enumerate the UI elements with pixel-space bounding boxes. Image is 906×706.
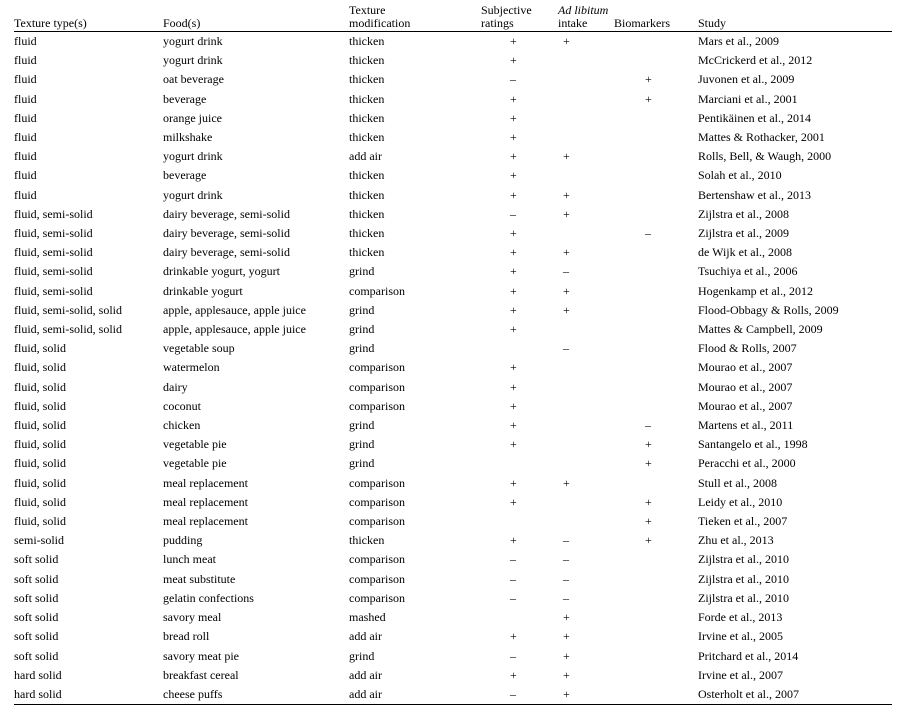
- texture-modification-cell: thicken: [349, 187, 385, 202]
- ad-libitum-intake-cell: +: [563, 629, 570, 644]
- table-row: [14, 186, 892, 205]
- subjective-ratings-cell: [481, 454, 558, 473]
- study-cell: Mourao et al., 2007: [698, 398, 793, 413]
- subjective-ratings-cell: +: [510, 379, 517, 394]
- table-row: [14, 51, 892, 70]
- texture-modification-cell: add air: [349, 149, 382, 164]
- table-row: [14, 128, 892, 147]
- foods-cell: meal replacement: [163, 514, 248, 529]
- biomarkers-cell: [614, 205, 698, 224]
- ad-libitum-intake-cell: [558, 166, 614, 185]
- subjective-ratings-cell: +: [510, 437, 517, 452]
- texture-type-cell: fluid: [14, 110, 37, 125]
- foods-cell: meal replacement: [163, 475, 248, 490]
- texture-modification-cell: thicken: [349, 130, 385, 145]
- ad-libitum-intake-cell: [558, 435, 614, 454]
- texture-modification-cell: thicken: [349, 91, 385, 106]
- subjective-ratings-cell: +: [510, 168, 517, 183]
- subjective-ratings-cell: –: [510, 571, 516, 586]
- header-ad-libitum-intake-line1: Ad libitum: [558, 3, 609, 17]
- biomarkers-cell: [614, 128, 698, 147]
- texture-modification-cell: add air: [349, 667, 382, 682]
- table-row: [14, 147, 892, 166]
- table-row: [14, 589, 892, 608]
- biomarkers-cell: [614, 262, 698, 281]
- foods-cell: milkshake: [163, 130, 213, 145]
- foods-cell: meat substitute: [163, 571, 236, 586]
- texture-type-cell: soft solid: [14, 648, 59, 663]
- table-row: [14, 627, 892, 646]
- foods-cell: coconut: [163, 398, 201, 413]
- study-cell: Irvine et al., 2005: [698, 629, 783, 644]
- texture-type-cell: fluid, solid: [14, 456, 67, 471]
- foods-cell: apple, applesauce, apple juice: [163, 302, 306, 317]
- subjective-ratings-cell: +: [510, 667, 517, 682]
- header-texture-type: Texture type(s): [14, 0, 163, 32]
- ad-libitum-intake-cell: +: [563, 283, 570, 298]
- texture-type-cell: fluid, semi-solid: [14, 264, 93, 279]
- texture-studies-table: [14, 0, 892, 705]
- study-cell: Juvonen et al., 2009: [698, 72, 795, 87]
- table-row: [14, 397, 892, 416]
- biomarkers-cell: [614, 685, 698, 705]
- study-cell: Irvine et al., 2007: [698, 667, 783, 682]
- table-row: [14, 339, 892, 358]
- texture-modification-cell: comparison: [349, 552, 405, 567]
- biomarkers-cell: [614, 51, 698, 70]
- ad-libitum-intake-cell: –: [563, 590, 569, 605]
- subjective-ratings-cell: –: [510, 648, 516, 663]
- table-row: [14, 666, 892, 685]
- study-cell: Mourao et al., 2007: [698, 360, 793, 375]
- texture-type-cell: fluid: [14, 91, 37, 106]
- study-cell: Zijlstra et al., 2010: [698, 590, 789, 605]
- study-cell: Marciani et al., 2001: [698, 91, 798, 106]
- texture-modification-cell: thicken: [349, 226, 385, 241]
- texture-modification-cell: thicken: [349, 53, 385, 68]
- table-row: [14, 224, 892, 243]
- ad-libitum-intake-cell: [558, 70, 614, 89]
- foods-cell: savory meat pie: [163, 648, 239, 663]
- foods-cell: beverage: [163, 91, 207, 106]
- biomarkers-cell: [614, 186, 698, 205]
- biomarkers-cell: [614, 301, 698, 320]
- foods-cell: vegetable pie: [163, 456, 227, 471]
- foods-cell: dairy beverage, semi-solid: [163, 206, 290, 221]
- subjective-ratings-cell: +: [510, 187, 517, 202]
- texture-modification-cell: grind: [349, 418, 375, 433]
- table-row: [14, 320, 892, 339]
- texture-type-cell: soft solid: [14, 629, 59, 644]
- texture-type-cell: fluid, solid: [14, 494, 67, 509]
- ad-libitum-intake-cell: [558, 512, 614, 531]
- texture-modification-cell: thicken: [349, 168, 385, 183]
- foods-cell: apple, applesauce, apple juice: [163, 322, 306, 337]
- subjective-ratings-cell: +: [510, 322, 517, 337]
- biomarkers-cell: [614, 109, 698, 128]
- study-cell: Solah et al., 2010: [698, 168, 782, 183]
- texture-modification-cell: thicken: [349, 206, 385, 221]
- foods-cell: savory meal: [163, 610, 222, 625]
- ad-libitum-intake-cell: [558, 378, 614, 397]
- subjective-ratings-cell: [481, 339, 558, 358]
- foods-cell: chicken: [163, 418, 201, 433]
- table-row: [14, 358, 892, 377]
- subjective-ratings-cell: +: [510, 475, 517, 490]
- subjective-ratings-cell: –: [510, 590, 516, 605]
- subjective-ratings-cell: +: [510, 110, 517, 125]
- subjective-ratings-cell: [481, 512, 558, 531]
- texture-type-cell: fluid: [14, 149, 37, 164]
- table-row: [14, 205, 892, 224]
- study-cell: Tieken et al., 2007: [698, 514, 788, 529]
- texture-modification-cell: add air: [349, 629, 382, 644]
- ad-libitum-intake-cell: +: [563, 610, 570, 625]
- foods-cell: beverage: [163, 168, 207, 183]
- texture-type-cell: hard solid: [14, 667, 62, 682]
- ad-libitum-intake-cell: +: [563, 302, 570, 317]
- table-row: [14, 474, 892, 493]
- study-cell: Tsuchiya et al., 2006: [698, 264, 798, 279]
- table-row: [14, 282, 892, 301]
- texture-modification-cell: grind: [349, 648, 375, 663]
- texture-type-cell: fluid, solid: [14, 514, 67, 529]
- texture-type-cell: fluid: [14, 72, 37, 87]
- subjective-ratings-cell: +: [510, 302, 517, 317]
- foods-cell: oat beverage: [163, 72, 224, 87]
- study-cell: Zhu et al., 2013: [698, 533, 774, 548]
- biomarkers-cell: [614, 358, 698, 377]
- biomarkers-cell: [614, 608, 698, 627]
- texture-modification-cell: grind: [349, 302, 375, 317]
- biomarkers-cell: [614, 243, 698, 262]
- ad-libitum-intake-cell: +: [563, 667, 570, 682]
- biomarkers-cell: [614, 589, 698, 608]
- biomarkers-cell: +: [645, 72, 652, 87]
- texture-type-cell: fluid, solid: [14, 360, 67, 375]
- table-body: [14, 32, 892, 705]
- table-row: [14, 90, 892, 109]
- subjective-ratings-cell: +: [510, 494, 517, 509]
- texture-type-cell: fluid, solid: [14, 379, 67, 394]
- subjective-ratings-cell: +: [510, 130, 517, 145]
- biomarkers-cell: [614, 627, 698, 646]
- texture-type-cell: soft solid: [14, 571, 59, 586]
- table-row: [14, 608, 892, 627]
- foods-cell: vegetable soup: [163, 341, 235, 356]
- ad-libitum-intake-cell: [558, 454, 614, 473]
- ad-libitum-intake-cell: +: [563, 187, 570, 202]
- table-row: [14, 301, 892, 320]
- texture-modification-cell: thicken: [349, 110, 385, 125]
- study-cell: Osterholt et al., 2007: [698, 685, 892, 705]
- study-cell: Flood-Obbagy & Rolls, 2009: [698, 302, 839, 317]
- ad-libitum-intake-cell: –: [563, 571, 569, 586]
- subjective-ratings-cell: +: [510, 283, 517, 298]
- study-cell: Pritchard et al., 2014: [698, 648, 799, 663]
- texture-modification-cell: comparison: [349, 398, 405, 413]
- subjective-ratings-cell: +: [510, 245, 517, 260]
- texture-type-cell: hard solid: [14, 685, 163, 705]
- texture-type-cell: soft solid: [14, 610, 59, 625]
- ad-libitum-intake-cell: +: [563, 149, 570, 164]
- texture-modification-cell: thicken: [349, 34, 385, 48]
- texture-type-cell: fluid: [14, 168, 37, 183]
- biomarkers-cell: [614, 474, 698, 493]
- texture-type-cell: fluid, semi-solid: [14, 206, 93, 221]
- study-cell: Forde et al., 2013: [698, 610, 783, 625]
- ad-libitum-intake-cell: [558, 397, 614, 416]
- ad-libitum-intake-cell: –: [563, 533, 569, 548]
- subjective-ratings-cell: +: [510, 629, 517, 644]
- header-texture-modification-line2: modification: [349, 16, 411, 30]
- study-cell: Zijlstra et al., 2010: [698, 571, 789, 586]
- study-cell: Flood & Rolls, 2007: [698, 341, 797, 356]
- table-row: [14, 416, 892, 435]
- header-subjective-ratings-line2: ratings: [481, 16, 514, 30]
- texture-modification-cell: grind: [349, 322, 375, 337]
- study-cell: Mars et al., 2009: [698, 34, 779, 48]
- ad-libitum-intake-cell: +: [563, 206, 570, 221]
- texture-modification-cell: thicken: [349, 533, 385, 548]
- study-cell: de Wijk et al., 2008: [698, 245, 792, 260]
- table-row: [14, 32, 892, 52]
- ad-libitum-intake-cell: [558, 320, 614, 339]
- texture-modification-cell: comparison: [349, 360, 405, 375]
- study-cell: Leidy et al., 2010: [698, 494, 783, 509]
- table-row: [14, 243, 892, 262]
- table-row: [14, 435, 892, 454]
- subjective-ratings-cell: +: [510, 34, 517, 48]
- study-cell: Hogenkamp et al., 2012: [698, 283, 813, 298]
- table-row: [14, 109, 892, 128]
- study-cell: Martens et al., 2011: [698, 418, 794, 433]
- ad-libitum-intake-cell: [558, 51, 614, 70]
- biomarkers-cell: [614, 570, 698, 589]
- foods-cell: dairy beverage, semi-solid: [163, 245, 290, 260]
- texture-modification-cell: comparison: [349, 379, 405, 394]
- foods-cell: yogurt drink: [163, 53, 223, 68]
- texture-modification-cell: grind: [349, 264, 375, 279]
- foods-cell: vegetable pie: [163, 437, 227, 452]
- biomarkers-cell: [614, 550, 698, 569]
- subjective-ratings-cell: +: [510, 398, 517, 413]
- foods-cell: yogurt drink: [163, 149, 223, 164]
- texture-type-cell: fluid: [14, 53, 37, 68]
- table-row: [14, 531, 892, 550]
- biomarkers-cell: +: [645, 514, 652, 529]
- texture-type-cell: fluid: [14, 187, 37, 202]
- header-study: Study: [698, 0, 892, 32]
- subjective-ratings-cell: +: [510, 360, 517, 375]
- table-row: [14, 70, 892, 89]
- subjective-ratings-cell: –: [510, 206, 516, 221]
- biomarkers-cell: +: [645, 494, 652, 509]
- biomarkers-cell: [614, 147, 698, 166]
- ad-libitum-intake-cell: [558, 416, 614, 435]
- texture-studies-table-container: [14, 0, 892, 705]
- ad-libitum-intake-cell: [558, 358, 614, 377]
- texture-type-cell: fluid, semi-solid: [14, 245, 93, 260]
- subjective-ratings-cell: +: [510, 264, 517, 279]
- foods-cell: orange juice: [163, 110, 222, 125]
- texture-modification-cell: comparison: [349, 571, 405, 586]
- table-row: [14, 570, 892, 589]
- ad-libitum-intake-cell: [558, 493, 614, 512]
- study-cell: McCrickerd et al., 2012: [698, 53, 813, 68]
- foods-cell: drinkable yogurt: [163, 283, 243, 298]
- study-cell: Santangelo et al., 1998: [698, 437, 808, 452]
- texture-modification-cell: grind: [349, 437, 375, 452]
- biomarkers-cell: [614, 32, 698, 52]
- ad-libitum-intake-cell: –: [563, 341, 569, 356]
- foods-cell: meal replacement: [163, 494, 248, 509]
- texture-modification-cell: add air: [349, 685, 481, 705]
- foods-cell: drinkable yogurt, yogurt: [163, 264, 280, 279]
- ad-libitum-intake-cell: +: [563, 475, 570, 490]
- foods-cell: pudding: [163, 533, 203, 548]
- subjective-ratings-cell: +: [510, 91, 517, 106]
- ad-libitum-intake-cell: +: [563, 648, 570, 663]
- texture-modification-cell: mashed: [349, 610, 386, 625]
- texture-type-cell: fluid, solid: [14, 341, 67, 356]
- foods-cell: watermelon: [163, 360, 220, 375]
- table-row: [14, 454, 892, 473]
- header-texture-modification-line1: Texture: [349, 3, 386, 17]
- header-biomarkers: Biomarkers: [614, 0, 698, 32]
- header-subjective-ratings-line1: Subjective: [481, 3, 532, 17]
- table-row: [14, 685, 892, 705]
- subjective-ratings-cell: –: [481, 685, 558, 705]
- biomarkers-cell: [614, 339, 698, 358]
- texture-type-cell: fluid, semi-solid, solid: [14, 302, 122, 317]
- foods-cell: cheese puffs: [163, 685, 349, 705]
- study-cell: Rolls, Bell, & Waugh, 2000: [698, 149, 832, 164]
- foods-cell: dairy beverage, semi-solid: [163, 226, 290, 241]
- texture-modification-cell: comparison: [349, 283, 405, 298]
- study-cell: Mourao et al., 2007: [698, 379, 793, 394]
- texture-type-cell: fluid, semi-solid, solid: [14, 322, 122, 337]
- texture-modification-cell: comparison: [349, 590, 405, 605]
- table-row: [14, 512, 892, 531]
- texture-type-cell: fluid, semi-solid: [14, 283, 93, 298]
- study-cell: Stull et al., 2008: [698, 475, 777, 490]
- table-row: [14, 166, 892, 185]
- texture-modification-cell: thicken: [349, 245, 385, 260]
- foods-cell: yogurt drink: [163, 187, 223, 202]
- study-cell: Zijlstra et al., 2009: [698, 226, 789, 241]
- study-cell: Pentikäinen et al., 2014: [698, 110, 811, 125]
- subjective-ratings-cell: –: [510, 552, 516, 567]
- texture-modification-cell: thicken: [349, 72, 385, 87]
- table-header: [14, 0, 892, 32]
- texture-type-cell: fluid: [14, 34, 37, 48]
- biomarkers-cell: [614, 666, 698, 685]
- ad-libitum-intake-cell: –: [563, 552, 569, 567]
- foods-cell: yogurt drink: [163, 34, 223, 48]
- subjective-ratings-cell: +: [510, 533, 517, 548]
- biomarkers-cell: [614, 282, 698, 301]
- study-cell: Mattes & Campbell, 2009: [698, 322, 823, 337]
- biomarkers-cell: [614, 647, 698, 666]
- subjective-ratings-cell: +: [510, 53, 517, 68]
- study-cell: Bertenshaw et al., 2013: [698, 187, 811, 202]
- header-ad-libitum-intake: [558, 0, 614, 32]
- biomarkers-cell: [614, 320, 698, 339]
- header-foods: Food(s): [163, 0, 349, 32]
- ad-libitum-intake-cell: –: [563, 264, 569, 279]
- table-row: [14, 493, 892, 512]
- subjective-ratings-cell: +: [510, 149, 517, 164]
- texture-modification-cell: comparison: [349, 514, 405, 529]
- texture-type-cell: fluid, solid: [14, 418, 67, 433]
- subjective-ratings-cell: [481, 608, 558, 627]
- biomarkers-cell: –: [645, 226, 651, 241]
- study-cell: Zijlstra et al., 2010: [698, 552, 789, 567]
- subjective-ratings-cell: +: [510, 418, 517, 433]
- foods-cell: bread roll: [163, 629, 210, 644]
- ad-libitum-intake-cell: [558, 109, 614, 128]
- ad-libitum-intake-cell: +: [563, 34, 570, 48]
- biomarkers-cell: –: [645, 418, 651, 433]
- texture-type-cell: semi-solid: [14, 533, 64, 548]
- biomarkers-cell: +: [645, 437, 652, 452]
- header-row: [14, 0, 892, 32]
- texture-type-cell: fluid, solid: [14, 398, 67, 413]
- biomarkers-cell: [614, 378, 698, 397]
- biomarkers-cell: [614, 397, 698, 416]
- foods-cell: lunch meat: [163, 552, 216, 567]
- header-texture-modification: [349, 0, 481, 32]
- study-cell: Zijlstra et al., 2008: [698, 206, 789, 221]
- foods-cell: gelatin confections: [163, 590, 254, 605]
- biomarkers-cell: +: [645, 533, 652, 548]
- study-cell: Mattes & Rothacker, 2001: [698, 130, 825, 145]
- texture-type-cell: soft solid: [14, 552, 59, 567]
- ad-libitum-intake-cell: +: [563, 245, 570, 260]
- study-cell: Peracchi et al., 2000: [698, 456, 796, 471]
- header-ad-libitum-intake-line2: intake: [558, 16, 588, 30]
- texture-modification-cell: comparison: [349, 475, 405, 490]
- ad-libitum-intake-cell: +: [558, 685, 614, 705]
- table-row: [14, 378, 892, 397]
- header-subjective-ratings: [481, 0, 558, 32]
- texture-modification-cell: grind: [349, 456, 375, 471]
- table-row: [14, 262, 892, 281]
- foods-cell: dairy: [163, 379, 188, 394]
- table-row: [14, 550, 892, 569]
- texture-type-cell: fluid, semi-solid: [14, 226, 93, 241]
- ad-libitum-intake-cell: [558, 90, 614, 109]
- texture-modification-cell: comparison: [349, 494, 405, 509]
- texture-type-cell: fluid, solid: [14, 475, 67, 490]
- texture-type-cell: fluid, solid: [14, 437, 67, 452]
- foods-cell: breakfast cereal: [163, 667, 239, 682]
- subjective-ratings-cell: –: [510, 72, 516, 87]
- biomarkers-cell: [614, 166, 698, 185]
- texture-type-cell: soft solid: [14, 590, 59, 605]
- ad-libitum-intake-cell: [558, 128, 614, 147]
- texture-modification-cell: grind: [349, 341, 375, 356]
- table-row: [14, 647, 892, 666]
- ad-libitum-intake-cell: [558, 224, 614, 243]
- subjective-ratings-cell: +: [510, 226, 517, 241]
- biomarkers-cell: +: [645, 91, 652, 106]
- texture-type-cell: fluid: [14, 130, 37, 145]
- biomarkers-cell: +: [645, 456, 652, 471]
